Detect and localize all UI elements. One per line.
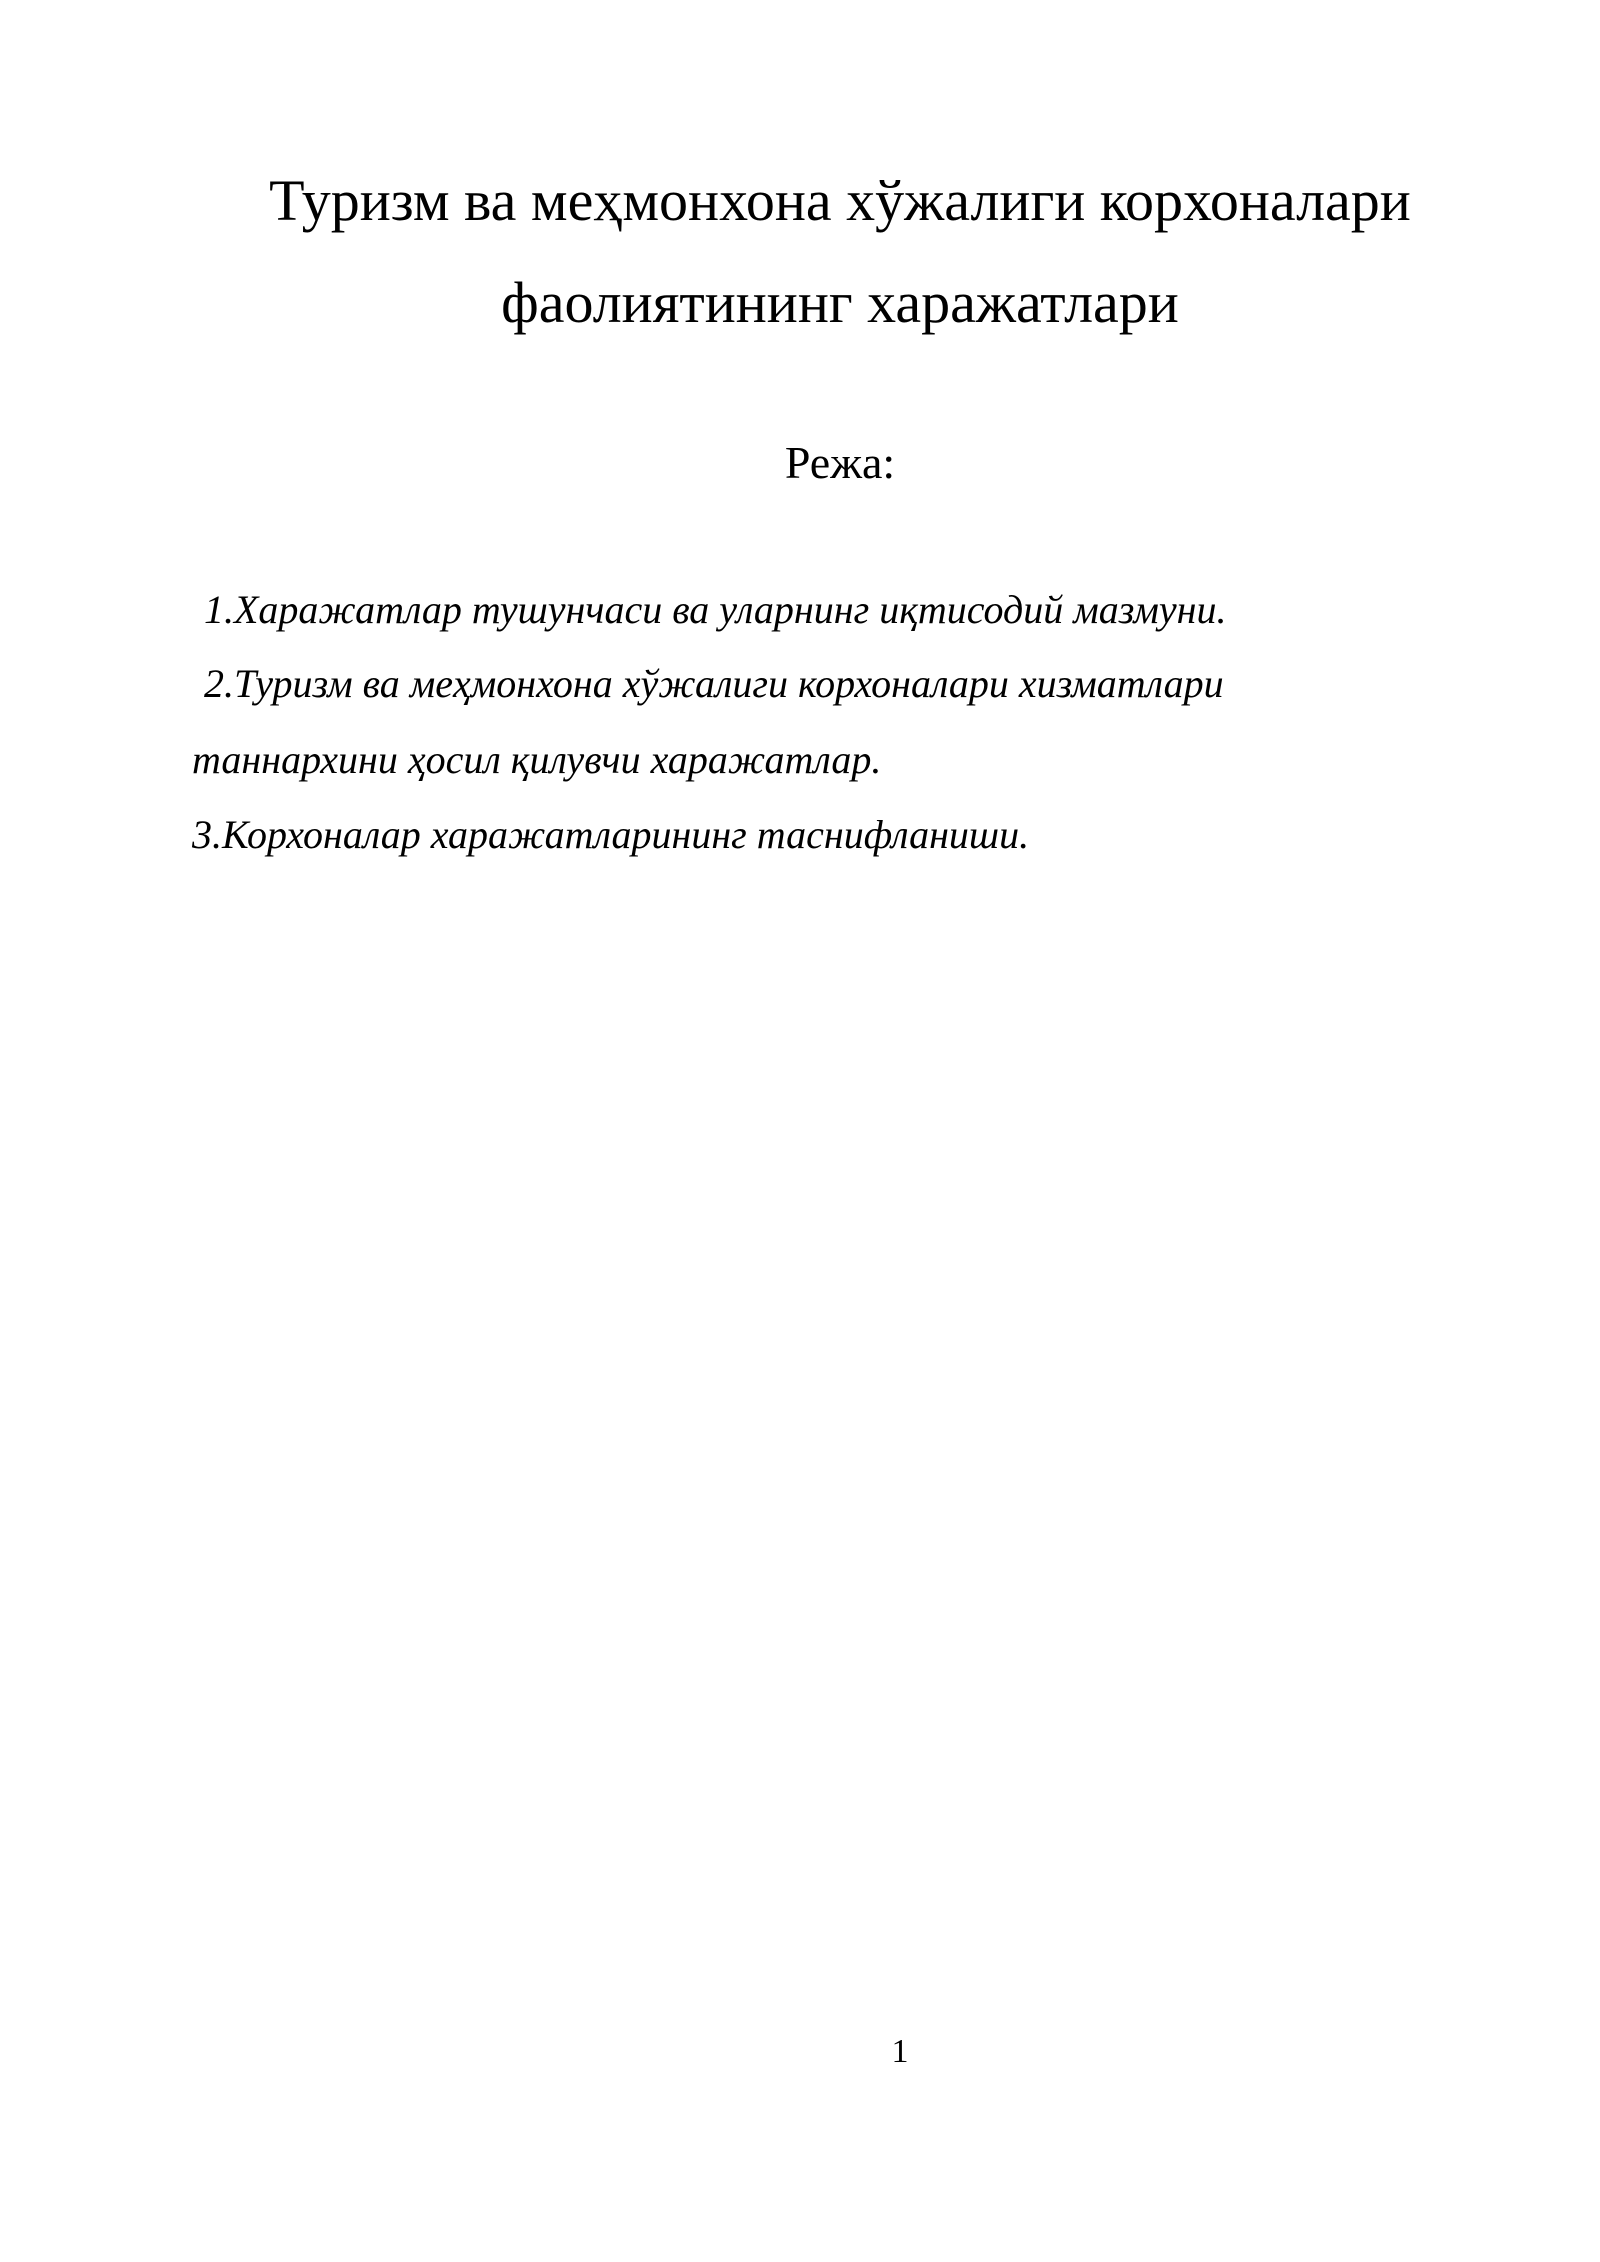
plan-item-1: 1.Харажатлар тушунчаси ва уларнинг иқтисодий мазмуни. xyxy=(204,587,1227,632)
plan-item-2-continuation: таннархини ҳосил қилувчи харажатлар. xyxy=(192,737,882,782)
document-title-line-1: Туризм ва меҳмонхона хўжалиги корхоналари xyxy=(269,168,1411,233)
page-number: 1 xyxy=(891,2033,909,2070)
plan-item-3: 3.Корхоналар харажатларининг таснифланиши. xyxy=(192,812,1030,857)
document-title-line-2: фаолиятининг харажатлари xyxy=(501,270,1179,335)
plan-item-2: 2.Туризм ва меҳмонхона хўжалиги корхоналари хизматлари xyxy=(204,661,1224,706)
plan-heading: Режа: xyxy=(784,437,896,488)
